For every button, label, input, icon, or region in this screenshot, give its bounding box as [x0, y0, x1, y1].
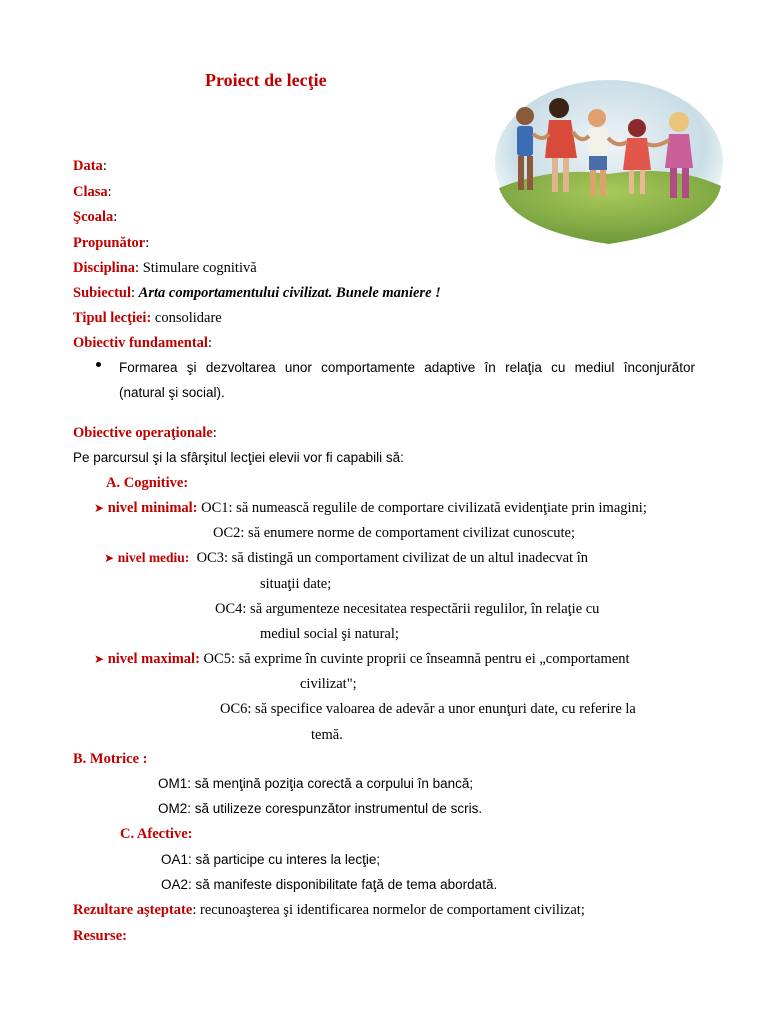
operational-intro: Pe parcursul şi la sfârşitul lecţiei elevii vor fi capabili să: [73, 450, 404, 465]
oc6-line-1: OC6: să specifice valoarea de adevăr a unor enunţuri date, cu referire la [220, 701, 636, 717]
nivel-mediu-row [104, 549, 588, 567]
fundamental-line-2: (natural şi social). [119, 385, 225, 400]
oc2-text: OC2: să enumere norme de comportament civilizat cunoscute; [213, 525, 575, 541]
oa2-text: OA2: să manifeste disponibilitate faţă de tema abordată. [161, 877, 498, 892]
afective-heading: C. Afective: [120, 826, 193, 842]
disciplina-value: Stimulare cognitivă [142, 260, 257, 276]
oc4-line-2: mediul social şi natural; [260, 626, 399, 642]
clasa-label: Clasa [73, 184, 108, 200]
arrowhead-bullet-icon: ➤ [94, 501, 105, 515]
propunator-label: Propunător [73, 235, 146, 251]
data-label: Data [73, 158, 103, 174]
oc3-line-1: OC3: să distingă un comportament civilizat de un altul inadecvat în [196, 550, 588, 566]
nivel-mediu-label: nivel mediu: [117, 550, 190, 565]
oc4-line-1: OC4: să argumenteze necesitatea respectării regulilor, în relaţie cu [215, 601, 600, 617]
page-title: Proiect de lecţie [205, 70, 327, 90]
arrowhead-bullet-icon: ➤ [94, 652, 105, 666]
oa1-text: OA1: să participe cu interes la lecţie; [161, 852, 381, 867]
nivel-minimal-row [94, 499, 647, 517]
round-bullet-icon [96, 362, 101, 367]
rezultate-value: recunoaşterea şi identificarea normelor de comportament civilizat; [199, 902, 585, 918]
om1-text: OM1: să menţină poziţia corectă a corpului în bancă; [158, 776, 474, 791]
subiectul-label: Subiectul [73, 285, 132, 301]
field-propunator: Propunător: [73, 235, 150, 251]
arrowhead-bullet-icon: ➤ [104, 551, 115, 565]
field-tipul-lectiei [73, 309, 222, 327]
operational-label: Obiective operaţionale [73, 425, 213, 441]
tipul-value: consolidare [154, 310, 222, 326]
oc1-text: OC1: să numească regulile de comportare civilizată evidenţiate prin imagini; [201, 500, 647, 516]
field-subiectul: Subiectul: Arta comportamentului civilizat. Bunele maniere ! [73, 285, 441, 301]
field-obiectiv-fundamental: Obiectiv fundamental: [73, 335, 212, 351]
oc6-line-2: temă. [311, 727, 343, 743]
motrice-heading: B. Motrice : [73, 751, 148, 767]
oc3-line-2: situaţii date; [260, 576, 332, 592]
field-scoala: Şcoala: [73, 209, 118, 225]
oc5-line-1: OC5: să exprime în cuvinte proprii ce înseamnă pentru ei „comportament [203, 651, 630, 667]
field-disciplina: Disciplina: Stimulare cognitivă [73, 260, 257, 276]
resurse-label: Resurse: [73, 928, 127, 944]
tipul-label: Tipul lecţiei: [73, 310, 152, 326]
field-obiective-operationale: Obiective operaţionale: [73, 425, 217, 441]
field-rezultate-asteptate: Rezultare aşteptate: recunoaşterea şi identificarea normelor de comportament civilizat; [73, 902, 585, 918]
fundamental-line-1: Formarea şi dezvoltarea unor comportamente adaptive în relaţia cu mediul înconjurător [119, 360, 695, 375]
om2-text: OM2: să utilizeze corespunzător instrumentul de scris. [158, 801, 483, 816]
scoala-label: Şcoala [73, 209, 114, 225]
nivel-maximal-label: nivel maximal: [107, 651, 200, 667]
nivel-minimal-label: nivel minimal: [107, 500, 198, 516]
field-clasa: Clasa: [73, 184, 112, 200]
rezultate-label: Rezultare aşteptate [73, 902, 193, 918]
disciplina-label: Disciplina [73, 260, 136, 276]
nivel-maximal-row [94, 650, 630, 668]
obiectiv-label: Obiectiv fundamental [73, 335, 208, 351]
cognitive-heading: A. Cognitive: [106, 475, 189, 491]
oc5-line-2: civilizat"; [300, 676, 357, 692]
children-dancing-illustration [493, 78, 725, 246]
field-data: Data: [73, 158, 107, 174]
subiectul-value: Arta comportamentului civilizat. Bunele maniere ! [138, 285, 441, 301]
